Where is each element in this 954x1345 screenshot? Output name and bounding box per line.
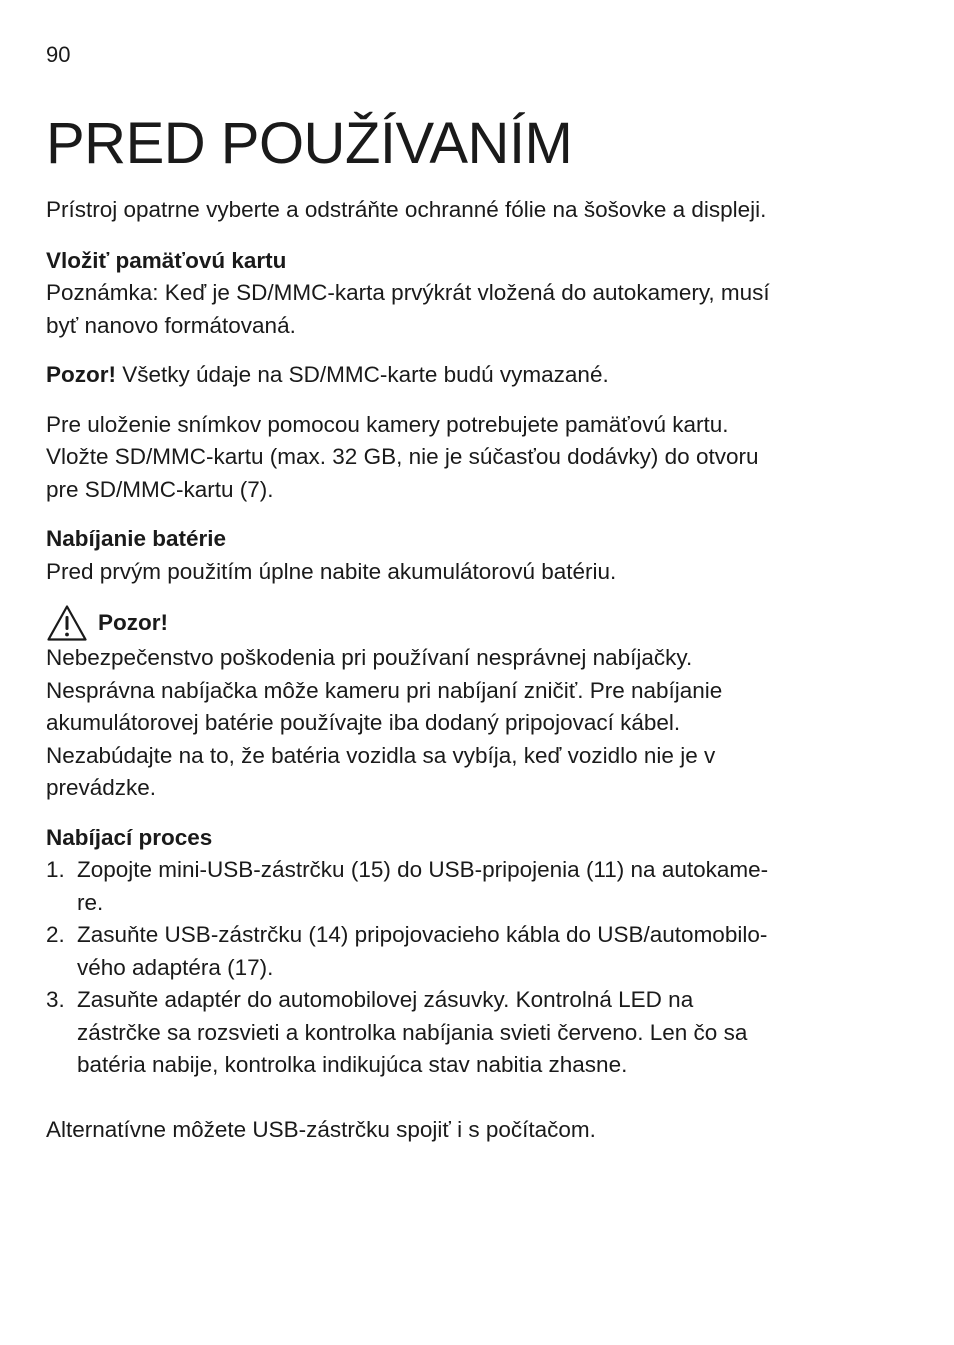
step-line: vého adaptéra (17). xyxy=(77,954,274,980)
step-line: Zasuňte USB-zástrčku (14) pripojovacieho kábla do USB/automobilo- xyxy=(77,922,768,947)
caution-line2: Nesprávna nabíjačka môže kameru pri nabíjaní zničiť. Pre nabíjanie xyxy=(46,677,723,703)
memory-card-heading: Vložiť pamäťovú kartu xyxy=(46,247,287,273)
step-number: 2. xyxy=(46,922,65,947)
warning-triangle-icon xyxy=(46,604,88,642)
memory-card-warning xyxy=(46,359,876,392)
step-line: Zopojte mini-USB-zástrčku (15) do USB-pripojenia (11) na autokame- xyxy=(77,857,769,882)
step-line: zástrčke sa rozsvieti a kontrolka nabíjania svieti červeno. Len čo sa xyxy=(77,1019,748,1045)
caution-line1: Nebezpečenstvo poškodenia pri používaní nesprávnej nabíjačky. xyxy=(46,645,693,670)
caution-line5: prevádzke. xyxy=(46,775,157,800)
list-item xyxy=(46,919,876,984)
charging-steps xyxy=(46,854,876,1082)
page-title: PRED POUŽÍVANÍM xyxy=(46,111,573,176)
step-text xyxy=(77,854,876,919)
step-number: 1. xyxy=(46,857,65,882)
memory-card-para-line2: Vložte SD/MMC-kartu (max. 32 GB, nie je súčasťou dodávky) do otvoru xyxy=(46,444,759,469)
alternative-text: Alternatívne môžete USB-zástrčku spojiť i s počítačom. xyxy=(46,1116,596,1142)
step-text xyxy=(77,919,876,984)
step-text xyxy=(77,984,876,1082)
caution-line4: Nezabúdajte na to, že batéria vozidla sa vybíja, keď vozidlo nie je v xyxy=(46,742,716,768)
battery-text: Pred prvým použitím úplne nabite akumulátorovú batériu. xyxy=(46,558,617,584)
page-number: 90 xyxy=(46,42,71,67)
memory-card-para-line3: pre SD/MMC-kartu (7). xyxy=(46,476,274,502)
charging-heading: Nabíjací proces xyxy=(46,824,213,850)
memory-card-para-line1: Pre uloženie snímkov pomocou kamery potrebujete pamäťovú kartu. xyxy=(46,411,729,437)
battery-heading: Nabíjanie batérie xyxy=(46,526,227,551)
intro-text: Prístroj opatrne vyberte a odstráňte ochranné fólie na šošovke a displeji. xyxy=(46,197,767,222)
step-line: Zasuňte adaptér do automobilovej zásuvky. Kontrolná LED na xyxy=(77,987,694,1012)
caution-text xyxy=(46,642,876,805)
memory-card-warning-text: Všetky údaje na SD/MMC-karte budú vymazané. xyxy=(116,362,609,387)
list-item xyxy=(46,984,876,1082)
step-line: batéria nabije, kontrolka indikujúca stav nabitia zhasne. xyxy=(77,1052,628,1077)
memory-card-paragraph xyxy=(46,409,876,507)
list-item xyxy=(46,854,876,919)
memory-card-note-line2: byť nanovo formátovaná. xyxy=(46,312,296,338)
step-number: 3. xyxy=(46,987,65,1012)
memory-card-note xyxy=(46,277,876,342)
memory-card-warning-label: Pozor! xyxy=(46,362,116,387)
step-line: re. xyxy=(77,889,104,915)
caution-label: Pozor! xyxy=(98,610,168,635)
memory-card-note-line1: Poznámka: Keď je SD/MMC-karta prvýkrát vložená do autokamery, musí xyxy=(46,280,770,305)
caution-heading xyxy=(46,604,876,642)
page-content xyxy=(46,108,876,1146)
caution-line3: akumulátorovej batérie používajte iba dodaný pripojovací kábel. xyxy=(46,710,681,735)
